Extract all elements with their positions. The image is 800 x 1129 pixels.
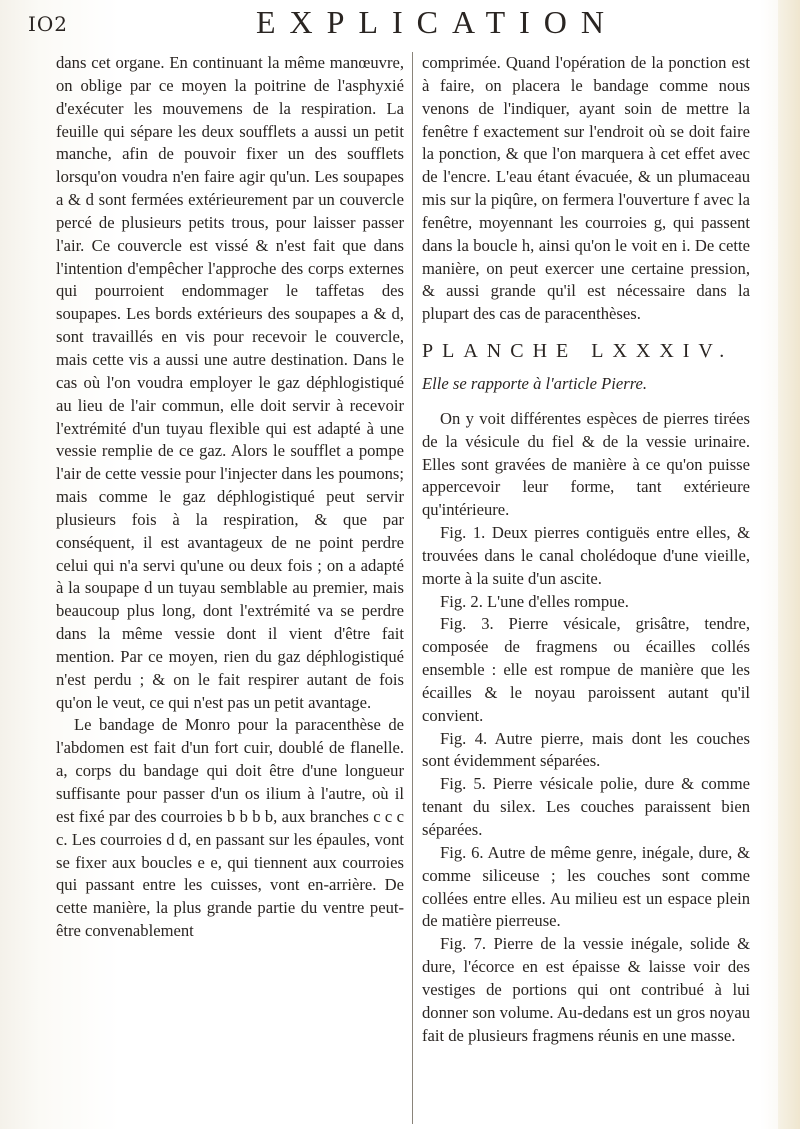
page-edge [778,0,800,1129]
page-number: IO2 [28,12,69,36]
left-paragraph-2: Le bandage de Monro pour la paracenthèse de l'abdomen est fait d'un fort cuir, doublé de flanelle. a, corps du bandage qui doit être d'une longueur suffisante pour passer d'un os ilium à l'autre, où il est fixé par des courroies b b b b, aux branches c c c c. Les courroies d d, en passant sur les épaules, vont se fixer aux boucles e e, qui tiennent aux courroies qui passant entre les cuisses, vont en-arrière. De cette manière, la plus grande partie du ventre peut-être convenablement [56,715,404,941]
figure-caption-3: Fig. 3. Pierre vésicale, grisâtre, tendre, composée de fragmens ou écailles collés ensemble : elle est rompue de manière que les écailles & le noyau paroissent autant qu'il convient. [422,614,750,725]
figure-caption-4: Fig. 4. Autre pierre, mais dont les couches sont évidemment séparées. [422,728,750,771]
right-column [422,52,750,1047]
figure-caption-6: Fig. 6. Autre de même genre, inégale, dure, & comme siliceuse ; les couches sont comme collées entre elles. Au milieu est un espace plein de matière pierreuse. [422,842,750,931]
figure-caption-7: Fig. 7. Pierre de la vessie inégale, solide & dure, l'écorce en est épaisse & laisse voir des vestiges de portions qui ont contribué à lui donner son volume. Au-dedans est un gros noyau fait de plusieurs fragmens réunis en une masse. [422,934,750,1045]
plate-heading: PLANCHE LXXXIV. [422,340,734,363]
running-title: EXPLICATION [256,4,618,40]
left-column [56,52,404,943]
figure-caption-2: Fig. 2. L'une d'elles rompue. [440,591,629,611]
column-divider [412,52,413,1124]
figure-caption-1: Fig. 1. Deux pierres contiguës entre elles, & trouvées dans le canal cholédoque d'une vieille, morte à la suite d'un ascite. [422,523,750,588]
left-paragraph-1: dans cet organe. En continuant la même manœuvre, on oblige par ce moyen la poitrine de l'asphyxié d'exécuter les mouvemens de la respiration. La feuille qui sépare les deux soufflets a aussi un petit manche, afin de pouvoir fixer un des soufflets lorsqu'on voudra n'en faire agir qu'un. Les soupapes a & d sont fermées extérieurement par un couvercle percé de plusieurs petits trous, pour laisser passer l'air. Ce couvercle est vissé & n'est fait que dans l'intention d'empêcher l'approche des corps externes qui pourroient endommager le taffetas des soupapes. Les bords extérieurs des soupapes a & d, sont travaillés en vis pour recevoir le couvercle, mais cette vis a aussi une autre destination. Dans le cas où l'on voudra employer le gaz déphlogistiqué au lieu de l'air commun, elle doit servir à recevoir l'extrémité d'un tuyau flexible qui est adapté à une vessie remplie de ce gaz. Alors le soufflet a pompe l'air de cette vessie pour l'injecter dans les poumons; mais comme le gaz déphlogistiqué peut servir plusieurs fois à la respiration, & que par conséquent, il est avantageux de ne point perdre celui qui n'a servi qu'une ou deux fois ; on a adapté à la soupape d un tuyau semblable au premier, mais beaucoup plus long, dont l'extrémité va se perdre dans la même vessie dont il vient d'être fait mention. Par ce moyen, rien du gaz déphlogistiqué n'est perdu ; & on le fait respirer autant de fois qu'on le veut, ce qui n'est pas un petit avantage. [56,53,404,712]
right-paragraph-1: On y voit différentes espèces de pierres tirées de la vésicule du fiel & de la vessie urinaire. Elles sont gravées de manière à ce qu'on puisse appercevoir leur forme, tant extérieure qu'intérieure. [422,408,750,520]
page-header [28,4,740,44]
right-intro-paragraph: comprimée. Quand l'opération de la ponction est à faire, on placera le bandage comme nous venons de l'indiquer, ayant soin de mettre la fenêtre f exactement sur l'endroit où se doit faire la ponction, & que l'on marquera à cet effet avec de l'encre. L'eau étant évacuée, & un plumaceau mis sur la piqûre, on fermera l'ouverture f avec la fenêtre, moyennant les courroies g, qui passent dans la boucle h, ainsi qu'on le voit en i. De cette manière, on peut exercer une certaine pression, & aussi grande qu'il est nécessaire dans la plupart des cas de paracenthèses. [422,53,750,324]
plate-subheading: Elle se rapporte à l'article Pierre. [422,373,648,393]
figure-caption-5: Fig. 5. Pierre vésicale polie, dure & comme tenant du silex. Les couches paraissent bien séparées. [422,774,750,839]
